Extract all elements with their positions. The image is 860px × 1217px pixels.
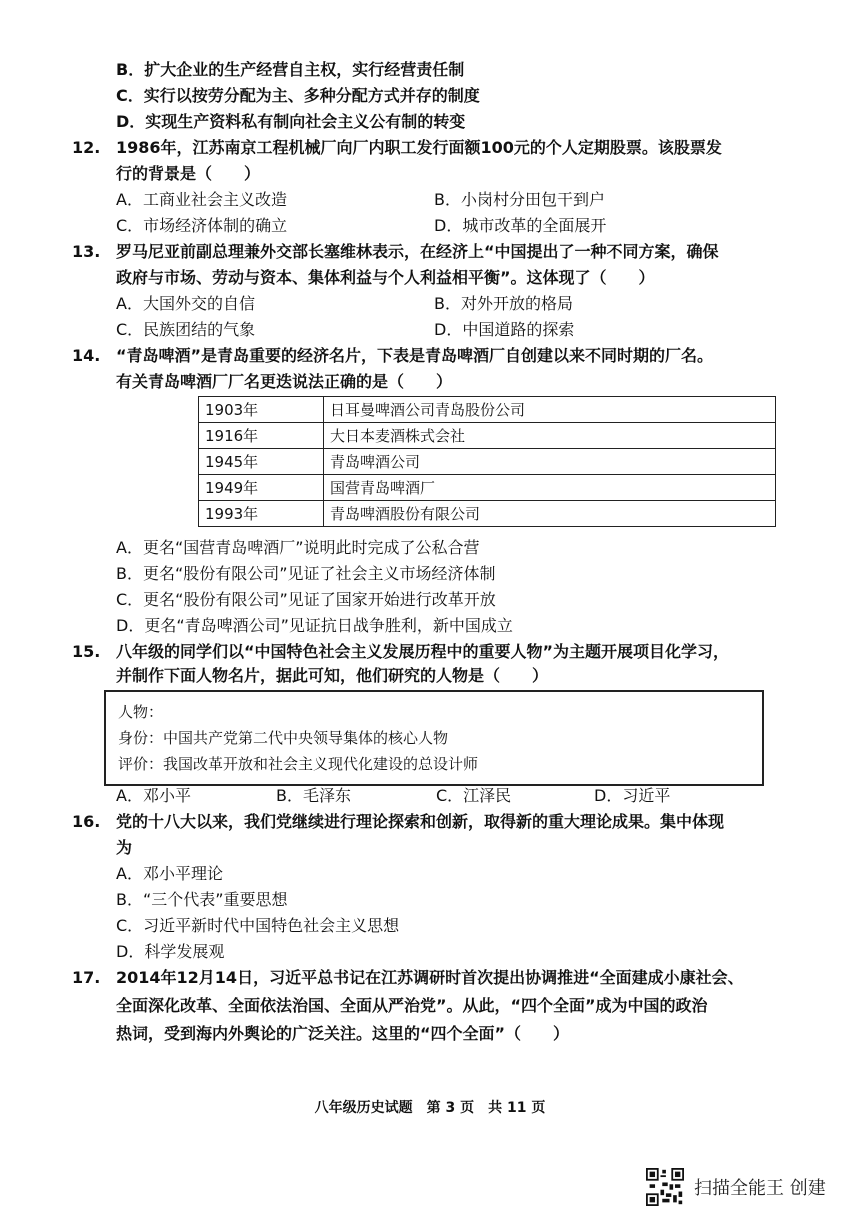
table-year-cell: 1945年	[199, 449, 324, 475]
q12-option-c: C．市场经济体制的确立	[116, 216, 288, 235]
table-row	[199, 475, 776, 501]
table-name-cell: 青岛啤酒公司	[324, 449, 776, 475]
q13-option-c: C．民族团结的气象	[116, 320, 256, 339]
q12-option-d: D．城市改革的全面展开	[434, 216, 607, 235]
q12-option-a: A．工商业社会主义改造	[116, 190, 287, 209]
q13-option-b: B．对外开放的格局	[434, 294, 573, 313]
table-row	[199, 423, 776, 449]
q17-stem-line2: 全面深化改革、全面依法治国、全面从严治党”。从此，“四个全面”成为中国的政治	[116, 996, 708, 1015]
q11-option-d: D．实现生产资料私有制向社会主义公有制的转变	[116, 112, 466, 131]
q13-option-d: D．中国道路的探索	[434, 320, 575, 339]
q14-option-b: B．更名“股份有限公司”见证了社会主义市场经济体制	[116, 564, 496, 583]
table-name-cell: 国营青岛啤酒厂	[324, 475, 776, 501]
q16-stem-text: 党的十八大以来，我们党继续进行理论探索和创新，取得新的重大理论成果。集中体现	[116, 812, 725, 831]
brewery-name-table	[198, 396, 776, 527]
q15-option-b: B．毛泽东	[276, 786, 351, 805]
q13-stem-line2: 政府与市场、劳动与资本、集体利益与个人利益相平衡”。这体现了（ ）	[116, 268, 655, 287]
q15-option-c: C．江泽民	[436, 786, 512, 805]
q12-stem-line1	[72, 136, 722, 160]
table-row	[199, 449, 776, 475]
q12-stem-line2: 行的背景是（ ）	[116, 164, 261, 183]
table-year-cell: 1903年	[199, 397, 324, 423]
card-evaluation: 评价：我国改革开放和社会主义现代化建设的总设计师	[118, 755, 479, 773]
person-card	[104, 690, 764, 786]
q16-option-a: A．邓小平理论	[116, 864, 223, 883]
table-row	[199, 397, 776, 423]
table-year-cell: 1916年	[199, 423, 324, 449]
table-name-cell: 日耳曼啤酒公司青岛股份公司	[324, 397, 776, 423]
q14-number: 14.	[72, 346, 101, 365]
q16-number: 16.	[72, 812, 101, 831]
q15-number: 15.	[72, 642, 101, 661]
q17-stem-line1	[72, 966, 744, 990]
q11-option-b: B．扩大企业的生产经营自主权，实行经营责任制	[116, 60, 465, 79]
card-person-label: 人物：	[118, 703, 164, 721]
q13-stem-text: 罗马尼亚前副总理兼外交部长塞维林表示，在经济上“中国提出了一种不同方案，确保	[116, 242, 719, 261]
q16-option-d: D．科学发展观	[116, 942, 225, 961]
q14-stem-line1	[72, 344, 713, 368]
q14-stem-line2: 有关青岛啤酒厂厂名更迭说法正确的是（ ）	[116, 372, 453, 391]
q16-option-b: B．“三个代表”重要思想	[116, 890, 288, 909]
q15-stem-line2: 并制作下面人物名片，据此可知，他们研究的人物是（ ）	[116, 666, 549, 685]
q13-option-a: A．大国外交的自信	[116, 294, 255, 313]
q17-number: 17.	[72, 968, 101, 987]
q17-stem-text: 2014年12月14日，习近平总书记在江苏调研时首次提出协调推进“全面建成小康社会、	[116, 968, 744, 987]
q16-option-c: C．习近平新时代中国特色社会主义思想	[116, 916, 400, 935]
q11-option-c: C．实行以按劳分配为主、多种分配方式并存的制度	[116, 86, 480, 105]
q14-option-d: D．更名“青岛啤酒公司”见证抗日战争胜利，新中国成立	[116, 616, 513, 635]
q15-stem-text: 八年级的同学们以“中国特色社会主义发展历程中的重要人物”为主题开展项目化学习，	[116, 642, 730, 661]
q16-stem-line1	[72, 810, 724, 834]
qr-code-icon	[646, 1168, 684, 1206]
q15-stem-line1	[72, 640, 729, 664]
page-footer: 八年级历史试题 第 3 页 共 11 页	[314, 1100, 546, 1116]
q14-option-c: C．更名“股份有限公司”见证了国家开始进行改革开放	[116, 590, 496, 609]
q13-number: 13.	[72, 242, 101, 261]
table-name-cell: 大日本麦酒株式会社	[324, 423, 776, 449]
q17-stem-line3: 热词，受到海内外舆论的广泛关注。这里的“四个全面”（ ）	[116, 1024, 570, 1043]
q14-option-a: A．更名“国营青岛啤酒厂”说明此时完成了公私合营	[116, 538, 480, 557]
q16-stem-line2: 为	[116, 838, 133, 857]
table-row	[199, 501, 776, 527]
q12-option-b: B．小岗村分田包干到户	[434, 190, 605, 209]
q15-option-a: A．邓小平	[116, 786, 191, 805]
table-year-cell: 1949年	[199, 475, 324, 501]
card-identity: 身份：中国共产党第二代中央领导集体的核心人物	[118, 729, 449, 747]
table-year-cell: 1993年	[199, 501, 324, 527]
q12-number: 12.	[72, 138, 101, 157]
q14-stem-text: “青岛啤酒”是青岛重要的经济名片，下表是青岛啤酒厂自创建以来不同时期的厂名。	[116, 346, 714, 365]
q13-stem-line1	[72, 240, 719, 264]
q12-stem-text: 1986年，江苏南京工程机械厂向厂内职工发行面额100元的个人定期股票。该股票发	[116, 138, 722, 157]
q15-option-d: D．习近平	[594, 786, 671, 805]
table-name-cell: 青岛啤酒股份有限公司	[324, 501, 776, 527]
watermark-text: 扫描全能王 创建	[694, 1178, 826, 1199]
scanner-watermark	[646, 1168, 826, 1206]
